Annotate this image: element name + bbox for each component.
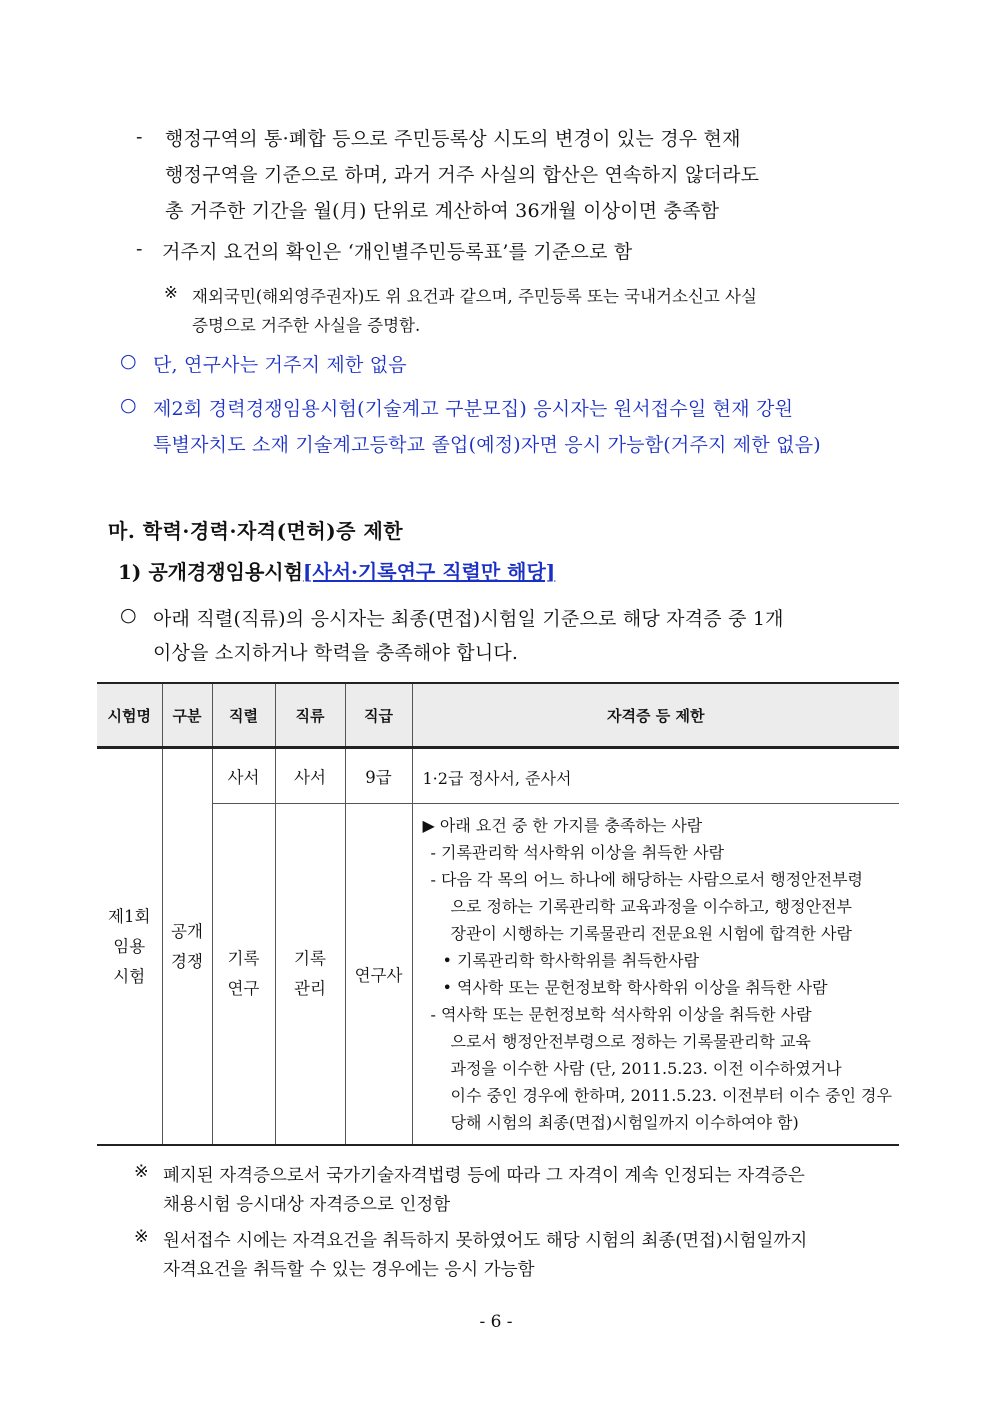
qualification-cell: 1·2급 정사서, 준사서 xyxy=(412,748,899,804)
bullet-dash: - xyxy=(136,238,143,260)
circle2-line1: 제2회 경력경쟁임용시험(기술계고 구분모집) 응시자는 원서접수일 현재 강원 xyxy=(153,398,794,420)
class-cell: 사서 xyxy=(275,748,345,804)
category-cell xyxy=(162,748,212,1146)
circle-bullet: ○ xyxy=(120,350,137,372)
category-text: 공개 xyxy=(171,921,203,941)
subsection-scope-link[interactable]: [사서·기록연구 직렬만 해당] xyxy=(302,560,556,584)
qual-line: 이수 중인 경우에 한하며, 2011.5.23. 이전부터 이수 중인 경우 xyxy=(450,1086,892,1105)
qualification-table xyxy=(97,682,899,1146)
qual-line: - 다음 각 목의 어느 하나에 해당하는 사람으로서 행정안전부령 xyxy=(430,870,863,889)
qual-line: 과정을 이수한 사람 (단, 2011.5.23. 이전 이수하였거나 xyxy=(450,1059,842,1078)
class-text: 관리 xyxy=(294,979,326,998)
bullet1-line2: 행정구역을 기준으로 하며, 과거 거주 사실의 합산은 연속하지 않더라도 xyxy=(165,164,760,186)
requirement-para-line1: 아래 직렬(직류)의 응시자는 최종(면접)시험일 기준으로 해당 자격증 중 1개 xyxy=(153,608,784,630)
qual-line: 당해 시험의 최종(면접)시험일까지 이수하여야 함) xyxy=(450,1113,799,1132)
table-header-row xyxy=(97,683,899,748)
header-qualification: 자격증 등 제한 xyxy=(412,683,899,748)
note-line1: 재외국민(해외영주권자)도 위 요건과 같으며, 주민등록 또는 국내거소신고 사실 xyxy=(192,287,757,306)
qual-line: 으로 정하는 기록관리학 교육과정을 이수하고, 행정안전부 xyxy=(450,897,852,916)
series-text: 기록 xyxy=(227,949,260,968)
table-row xyxy=(97,804,899,1146)
series-cell xyxy=(212,804,275,1146)
footnote2-line2: 자격요건을 취득할 수 있는 경우에는 응시 가능함 xyxy=(163,1260,535,1280)
header-class: 직류 xyxy=(275,683,345,748)
note-mark: ※ xyxy=(134,1227,149,1247)
qual-line: • 기록관리학 학사학위를 취득한사람 xyxy=(442,951,700,970)
note-mark: ※ xyxy=(164,283,178,302)
header-series: 직렬 xyxy=(212,683,275,748)
circle-bullet: ○ xyxy=(120,394,137,416)
subsection-heading xyxy=(118,556,555,585)
header-exam: 시험명 xyxy=(97,683,162,748)
exam-cell xyxy=(97,748,162,1146)
requirement-para-line2: 이상을 소지하거나 학력을 충족해야 합니다. xyxy=(153,642,519,664)
exam-text: 임용 xyxy=(113,936,146,956)
circle1-text: 단, 연구사는 거주지 제한 없음 xyxy=(153,354,407,376)
qualification-cell xyxy=(412,804,899,1146)
grade-cell: 9급 xyxy=(345,748,412,804)
series-cell: 사서 xyxy=(212,748,275,804)
section-heading: 마. 학력·경력·자격(면허)증 제한 xyxy=(108,519,404,543)
note-line2: 증명으로 거주한 사실을 증명함. xyxy=(192,316,421,335)
circle-bullet: ○ xyxy=(120,604,137,626)
qual-line: 으로서 행정안전부령으로 정하는 기록물관리학 교육 xyxy=(450,1032,811,1051)
series-text: 연구 xyxy=(227,979,260,998)
note-mark: ※ xyxy=(134,1162,149,1182)
qual-line: • 역사학 또는 문헌정보학 학사학위 이상을 취득한 사람 xyxy=(442,978,828,997)
table-row xyxy=(97,748,899,804)
footnote1-line1: 폐지된 자격증으로서 국가기술자격법령 등에 따라 그 자격이 계속 인정되는 자격증은 xyxy=(163,1166,805,1186)
page-number: - 6 - xyxy=(479,1312,513,1332)
footnote2-line1: 원서접수 시에는 자격요건을 취득하지 못하였어도 해당 시험의 최종(면접)시험일까지 xyxy=(163,1231,808,1251)
class-cell xyxy=(275,804,345,1146)
subsection-title: 1) 공개경쟁임용시험 xyxy=(118,560,303,584)
qual-line: ▶ 아래 요건 중 한 가지를 충족하는 사람 xyxy=(422,816,703,835)
class-text: 기록 xyxy=(294,949,326,968)
exam-text: 제1회 xyxy=(108,906,151,926)
bullet1-line1 xyxy=(165,124,897,151)
qual-line: - 역사학 또는 문헌정보학 석사학위 이상을 취득한 사람 xyxy=(430,1005,812,1024)
footnote1-line2: 채용시험 응시대상 자격증으로 인정함 xyxy=(163,1195,451,1215)
exam-text: 시험 xyxy=(113,966,146,986)
qual-line: - 기록관리학 석사학위 이상을 취득한 사람 xyxy=(430,843,725,862)
bullet1-line1-text: 행정구역의 통·폐합 등으로 주민등록상 시도의 변경이 있는 경우 현재 xyxy=(165,128,741,150)
grade-cell: 연구사 xyxy=(345,804,412,1146)
qual-line: 장관이 시행하는 기록물관리 전문요원 시험에 합격한 사람 xyxy=(450,924,852,943)
bullet1-line3: 총 거주한 기간을 월(月) 단위로 계산하여 36개월 이상이면 충족함 xyxy=(165,200,720,222)
category-text: 경쟁 xyxy=(171,951,203,971)
bullet2-text: 거주지 요건의 확인은 ‘개인별주민등록표’를 기준으로 함 xyxy=(162,241,633,263)
circle2-line2: 특별자치도 소재 기술계고등학교 졸업(예정)자면 응시 가능함(거주지 제한 없음) xyxy=(153,434,821,456)
bullet-dash: - xyxy=(136,126,143,148)
header-category: 구분 xyxy=(162,683,212,748)
header-grade: 직급 xyxy=(345,683,412,748)
